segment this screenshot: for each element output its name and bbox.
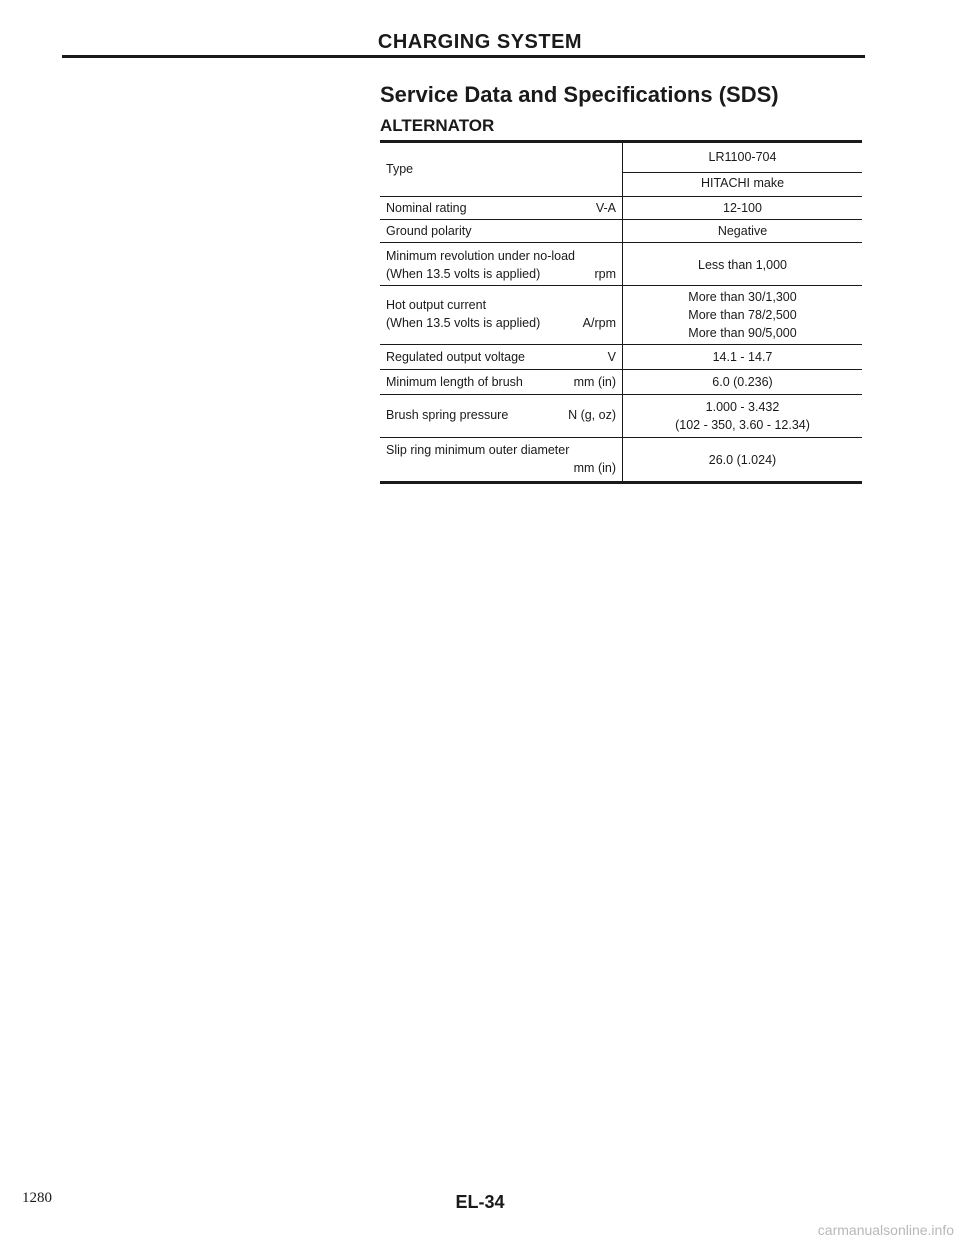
brush-length-label: Minimum length of brush [386,375,523,389]
regulated-voltage-unit: V [607,350,616,364]
section-title: Service Data and Specifications (SDS) [380,82,779,107]
slip-ring-unit: mm (in) [573,461,616,475]
type-model-value: LR1100-704 [708,150,777,164]
table-bottom-rule [380,481,862,484]
type-label: Type [386,162,414,176]
regulated-voltage-label: Regulated output voltage [386,350,525,364]
nominal-rating-value: 12-100 [723,201,762,215]
row-rule [380,369,862,370]
page-code: EL-34 [455,1192,505,1212]
brush-spring-value-line2: (102 - 350, 3.60 - 12.34) [675,418,810,432]
nominal-rating-unit: V-A [595,201,616,215]
brush-length-value: 6.0 (0.236) [712,375,773,389]
regulated-voltage-value: 14.1 - 14.7 [712,350,773,364]
min-revolution-label-line1: Minimum revolution under no-load [386,249,575,263]
watermark: carmanualsonline.info [817,1222,954,1238]
row-rule [380,196,862,197]
hot-output-value-line2: More than 78/2,500 [688,308,797,322]
page-number: 1280 [22,1190,52,1206]
min-revolution-value: Less than 1,000 [698,258,787,272]
hot-output-label-line2: (When 13.5 volts is applied) [386,316,541,330]
hot-output-value-line3: More than 90/5,000 [688,326,797,340]
row-rule [380,242,862,243]
brush-spring-unit: N (g, oz) [568,408,616,422]
row-rule [380,437,862,438]
table-top-rule [380,140,862,143]
row-rule [380,344,862,345]
brush-length-unit: mm (in) [573,375,616,389]
hot-output-unit: A/rpm [582,316,616,330]
slip-ring-value: 26.0 (1.024) [708,453,777,467]
ground-polarity-label: Ground polarity [386,224,472,238]
hot-output-value-line1: More than 30/1,300 [688,290,797,304]
type-make-value: HITACHI make [700,176,785,190]
type-sub-rule [622,172,862,173]
ground-polarity-value: Negative [717,224,768,238]
hot-output-label-line1: Hot output current [386,298,487,312]
page-header-title: CHARGING SYSTEM [377,31,583,53]
min-revolution-unit: rpm [594,267,616,281]
slip-ring-label: Slip ring minimum outer diameter [386,443,570,457]
header-rule [62,55,865,58]
nominal-rating-label: Nominal rating [386,201,467,215]
brush-spring-value-line1: 1.000 - 3.432 [705,400,780,414]
brush-spring-label: Brush spring pressure [386,408,509,422]
subsection-title: ALTERNATOR [380,116,495,135]
row-rule [380,394,862,395]
row-rule [380,219,862,220]
min-revolution-label-line2: (When 13.5 volts is applied) [386,267,541,281]
row-rule [380,285,862,286]
